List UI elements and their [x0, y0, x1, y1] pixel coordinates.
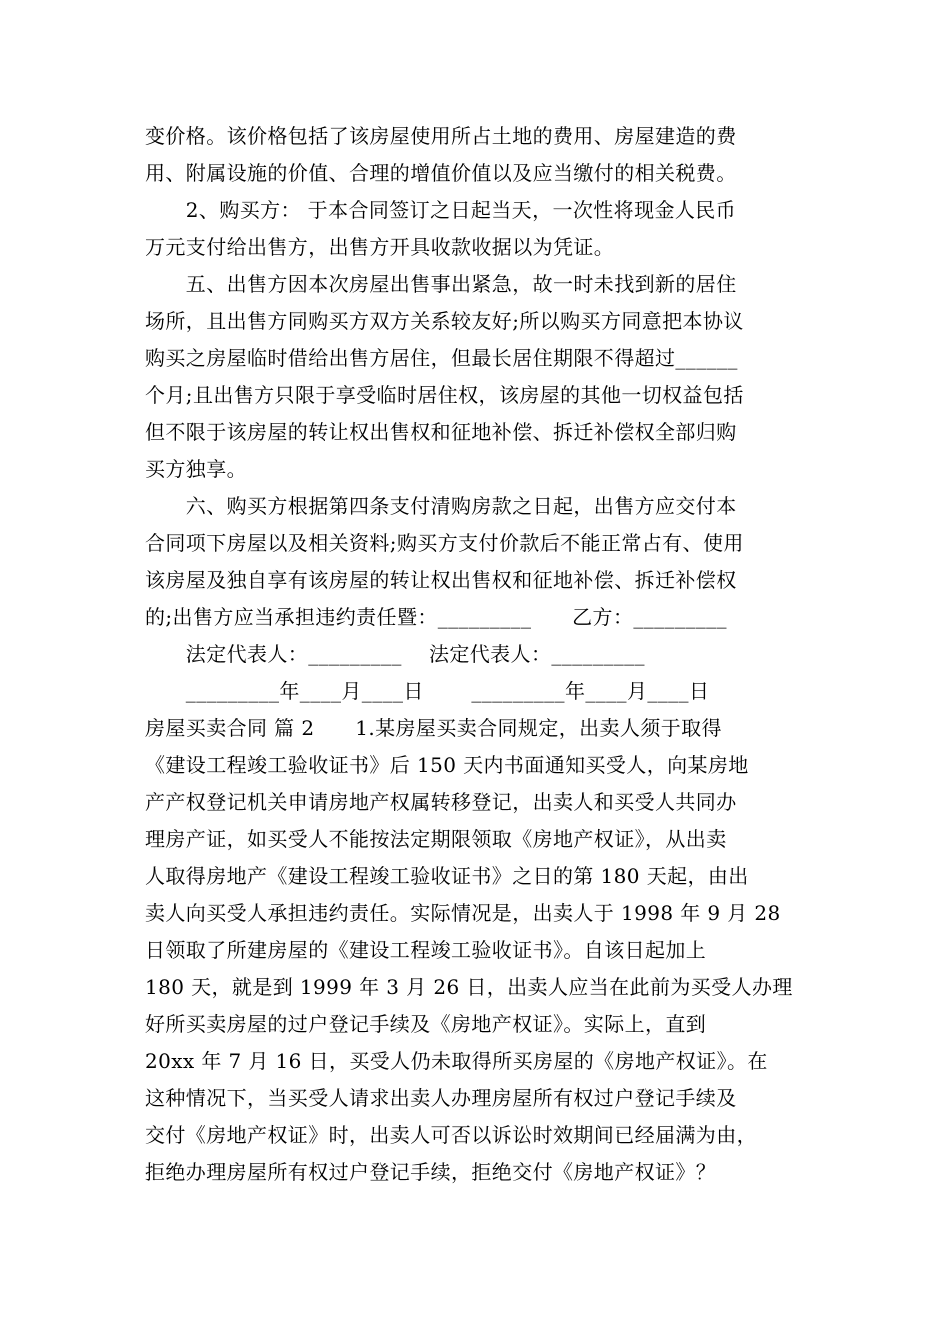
text-line: 变价格。该价格包括了该房屋使用所占土地的费用、房屋建造的费 [145, 124, 737, 148]
text-line: 合同项下房屋以及相关资料;购买方支付价款后不能正常占有、使用 [145, 531, 744, 555]
text-line: 用、附属设施的价值、合理的增值价值以及应当缴付的相关税费。 [145, 161, 737, 185]
text-line: 个月;且出售方只限于享受临时居住权，该房屋的其他一切权益包括 [145, 383, 744, 407]
text-line: 这种情况下，当买受人请求出卖人办理房屋所有权过户登记手续及 [145, 1086, 737, 1110]
text-line: 理房产证，如买受人不能按法定期限领取《房地产权证》，从出卖 [145, 827, 727, 851]
text-line: 法定代表人：_________ 法定代表人：_________ [145, 642, 645, 666]
text-line: 但不限于该房屋的转让权出售权和征地补偿、拆迁补偿权全部归购 [145, 420, 737, 444]
text-line: 的;出售方应当承担违约责任暨：_________ 乙方：_________ [145, 605, 727, 629]
text-line: 交付《房地产权证》时，出卖人可否以诉讼时效期间已经届满为由， [145, 1123, 757, 1147]
text-line: 180 天，就是到 1999 年 3 月 26 日，出卖人应当在此前为买受人办理 [145, 975, 793, 999]
text-line: 2、购买方： 于本合同签订之日起当天，一次性将现金人民币 [145, 198, 737, 222]
text-line: 购买之房屋临时借给出售方居住，但最长居住期限不得超过______ [145, 346, 738, 370]
text-line: 万元支付给出售方，出售方开具收款收据以为凭证。 [145, 235, 615, 259]
text-line: 人取得房地产《建设工程竣工验收证书》之日的第 180 天起，由出 [145, 864, 749, 888]
text-line: 房屋买卖合同 篇 2 1.某房屋买卖合同规定，出卖人须于取得 [145, 716, 722, 740]
text-line: 好所买卖房屋的过户登记手续及《房地产权证》。实际上，直到 [145, 1012, 707, 1036]
text-line: 五、出售方因本次房屋出售事出紧急，故一时未找到新的居住 [145, 272, 737, 296]
text-line: 《建设工程竣工验收证书》后 150 天内书面通知买受人，向某房地 [145, 753, 749, 777]
text-line: 产产权登记机关申请房地产权属转移登记，出卖人和买受人共同办 [145, 790, 737, 814]
text-line: 场所，且出售方同购买方双方关系较友好;所以购买方同意把本协议 [145, 309, 744, 333]
text-line: 该房屋及独自享有该房屋的转让权出售权和征地补偿、拆迁补偿权 [145, 568, 737, 592]
text-line: 拒绝办理房屋所有权过户登记手续，拒绝交付《房地产权证》？ [145, 1160, 717, 1184]
text-line: 20xx 年 7 月 16 日，买受人仍未取得所买房屋的《房地产权证》。在 [145, 1049, 768, 1073]
text-line: 日领取了所建房屋的《建设工程竣工验收证书》。自该日起加上 [145, 938, 707, 962]
text-line: 卖人向买受人承担违约责任。实际情况是，出卖人于 1998 年 9 月 28 [145, 901, 781, 925]
text-line: 六、购买方根据第四条支付清购房款之日起，出售方应交付本 [145, 494, 737, 518]
text-line: _________年____月____日 _________年____月____日 [145, 679, 710, 703]
text-line: 买方独享。 [145, 457, 247, 481]
